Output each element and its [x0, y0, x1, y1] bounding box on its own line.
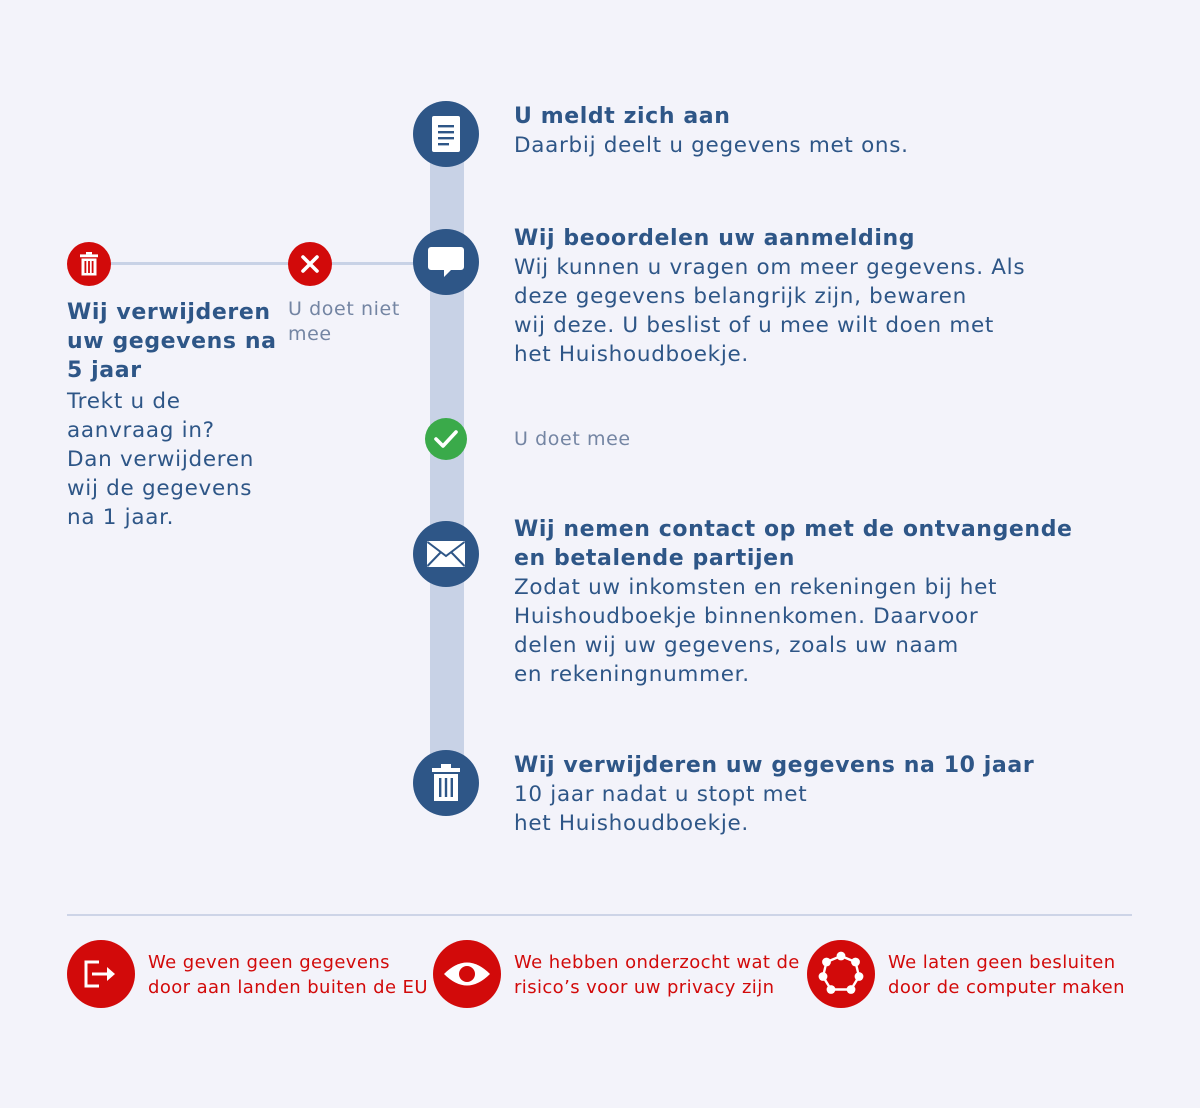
- branch-verwijderen-5: [67, 298, 277, 532]
- branch-title-line: uw gegevens na: [67, 329, 277, 354]
- step-body-line: Zodat uw inkomsten en rekeningen bij het: [514, 575, 998, 600]
- step-body-line: Huishoudboekje binnenkomen. Daarvoor: [514, 604, 979, 629]
- footer-line: We laten geen besluiten: [888, 952, 1116, 973]
- step-body-line: en rekeningnummer.: [514, 662, 750, 687]
- branch-body-line: aanvraag in?: [67, 418, 215, 443]
- step-title: U meldt zich aan: [514, 104, 731, 129]
- envelope-icon: [413, 521, 479, 587]
- step-body-line: het Huishoudboekje.: [514, 811, 749, 836]
- footer-divider: [67, 914, 1132, 916]
- step-title: Wij beoordelen uw aanmelding: [514, 226, 916, 251]
- step-body-line: deze gegevens belangrijk zijn, bewaren: [514, 284, 967, 309]
- step-contact: [514, 515, 1073, 689]
- step-beoordelen: [514, 224, 1025, 369]
- footer-line: risico’s voor uw privacy zijn: [514, 977, 775, 998]
- step-body-line: delen wij uw gegevens, zoals uw naam: [514, 633, 959, 658]
- footer-item-privacy: [514, 950, 800, 1000]
- network-icon: [807, 940, 875, 1008]
- step-body-line: het Huishoudboekje.: [514, 342, 749, 367]
- branch-title-line: Wij verwijderen: [67, 300, 271, 325]
- participate-label: U doet mee: [514, 428, 631, 450]
- branch-body-line: Dan verwijderen: [67, 447, 255, 472]
- trash-icon: [413, 750, 479, 816]
- cross-icon: [288, 242, 332, 286]
- footer-line: We hebben onderzocht wat de: [514, 952, 800, 973]
- decline-label: [288, 297, 400, 347]
- step-title-line: Wij nemen contact op met de ontvangende: [514, 517, 1073, 542]
- branch-title-line: 5 jaar: [67, 358, 142, 383]
- branch-body-line: Trekt u de: [67, 389, 181, 414]
- step-verwijderen-10: [514, 751, 1034, 838]
- step-body-line: 10 jaar nadat u stopt met: [514, 782, 808, 807]
- trash-icon: [67, 242, 111, 286]
- step-body: Daarbij deelt u gegevens met ons.: [514, 133, 909, 158]
- chat-bubble-icon: [413, 229, 479, 295]
- check-icon: [425, 418, 467, 460]
- footer-line: We geven geen gegevens: [148, 952, 390, 973]
- step-body-line: wij deze. U beslist of u mee wilt doen met: [514, 313, 995, 338]
- branch-connector: [90, 262, 420, 265]
- step-title-line: en betalende partijen: [514, 546, 795, 571]
- step-body-line: Wij kunnen u vragen om meer gegevens. Als: [514, 255, 1026, 280]
- footer-line: door de computer maken: [888, 977, 1125, 998]
- branch-body-line: na 1 jaar.: [67, 505, 175, 530]
- eye-icon: [433, 940, 501, 1008]
- decline-label-line: U doet niet: [288, 298, 400, 320]
- decline-label-line: mee: [288, 323, 332, 345]
- footer-item-besluiten: [888, 950, 1125, 1000]
- footer-line: door aan landen buiten de EU: [148, 977, 428, 998]
- exit-arrow-icon: [67, 940, 135, 1008]
- step-aanmelden: [514, 102, 909, 160]
- document-icon: [413, 101, 479, 167]
- branch-body-line: wij de gegevens: [67, 476, 253, 501]
- step-title: Wij verwijderen uw gegevens na 10 jaar: [514, 753, 1035, 778]
- footer-item-eu: [148, 950, 428, 1000]
